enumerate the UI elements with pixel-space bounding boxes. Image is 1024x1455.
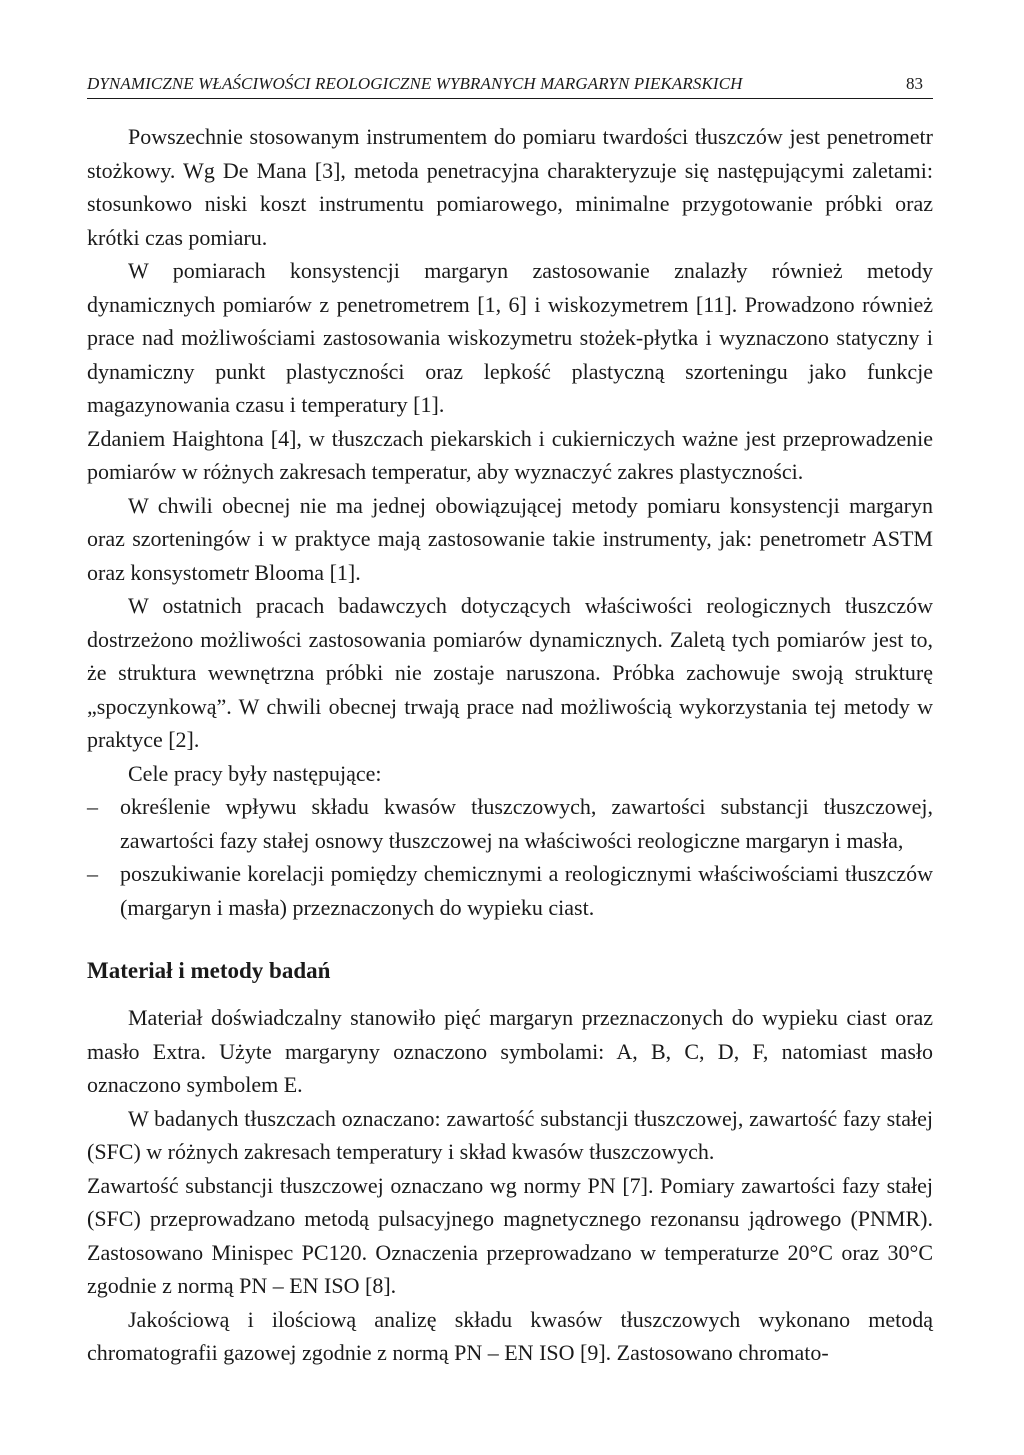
paragraph: W ostatnich pracach badawczych dotyczących właściwości reologicznych tłuszczów dostrzeżono możliwości zastosowania pomiarów dynamicznych. Zaletą tych pomiarów jest to, że struktura wewnętrzna próbki nie zostaje naruszona. Próbka zachowuje swoją strukturę „spoczynkową”. W chwili obecnej trwają prace nad możliwością wykorzystania tej metody w praktyce [2]. [87,593,933,752]
dash-bullet: – [87,794,98,819]
paragraph: Jakościową i ilościową analizę składu kwasów tłuszczowych wykonano metodą chromatografii gazowej zgodnie z normą PN – EN ISO [9]. Zastosowano chromato- [87,1306,933,1365]
paragraph: Zawartość substancji tłuszczowej oznaczano wg normy PN [7]. Pomiary zawartości fazy stałej (SFC) przeprowadzano metodą pulsacyjnego magnetycznego rezonansu jądrowego (PNMR). Zastosowano Minispec PC120. Oznaczenia przeprowadzano w temperaturze 20°C oraz 30°C zgodnie z normą PN – EN ISO [8]. [87,1172,933,1298]
list-item-text: poszukiwanie korelacji pomiędzy chemicznymi a reologicznymi właściwościami tłuszczów (margaryn i masła) przeznaczonych do wypieku ciast. [120,861,933,920]
aims-list [87,790,933,924]
paragraph: W badanych tłuszczach oznaczano: zawartość substancji tłuszczowej, zawartość fazy stałej (SFC) w różnych zakresach temperatury i skład kwasów tłuszczowych. [87,1105,933,1164]
running-title: DYNAMICZNE WŁAŚCIWOŚCI REOLOGICZNE WYBRANYCH MARGARYN PIEKARSKICH [87,74,743,93]
aims-intro: Cele pracy były następujące: [128,760,382,786]
paragraph: W pomiarach konsystencji margaryn zastosowanie znalazły również metody dynamicznych pomiarów z penetrometrem [1, 6] i wiskozymetrem [11]. Prowadzono również prace nad możliwościami zastosowania wiskozymetru stożek-płytka i wyznaczono statyczny i dynamiczny punkt plastyczności oraz lepkość plastyczną szorteningu jako funkcje magazynowania czasu i temperatury [1]. [87,258,933,417]
list-item [87,790,933,857]
paragraph: Powszechnie stosowanym instrumentem do pomiaru twardości tłuszczów jest penetrometr stożkowy. Wg De Mana [3], metoda penetracyjna charakteryzuje się następującymi zaletami: stosunkowo niski koszt instrumentu pomiarowego, minimalne przygotowanie próbki oraz krótki czas pomiaru. [87,124,933,250]
paragraph: W chwili obecnej nie ma jednej obowiązującej metody pomiaru konsystencji margaryn oraz szorteningów i w praktyce mają zastosowanie takie instrumenty, jak: penetrometr ASTM oraz konsystometr Blooma [1]. [87,492,933,585]
list-item [87,857,933,924]
running-header [87,74,933,99]
paragraph: Materiał doświadczalny stanowiło pięć margaryn przeznaczonych do wypieku ciast oraz masło Extra. Użyte margaryny oznaczono symbolami: A, B, C, D, F, natomiast masło oznaczono symbolem E. [87,1005,933,1097]
page-number: 83 [906,74,923,93]
list-item-text: określenie wpływu składu kwasów tłuszczowych, zawartości substancji tłuszczowej, zawartości fazy stałej osnowy tłuszczowej na właściwości reologiczne margaryn i masła, [120,794,933,853]
dash-bullet: – [87,861,98,886]
paragraph: Zdaniem Haightona [4], w tłuszczach piekarskich i cukierniczych ważne jest przeprowadzenie pomiarów w różnych zakresach temperatur, aby wyznaczyć zakres plastyczności. [87,425,933,484]
section-heading: Materiał i metody badań [87,958,331,983]
document-page [87,74,933,1370]
main-body [87,120,933,1370]
